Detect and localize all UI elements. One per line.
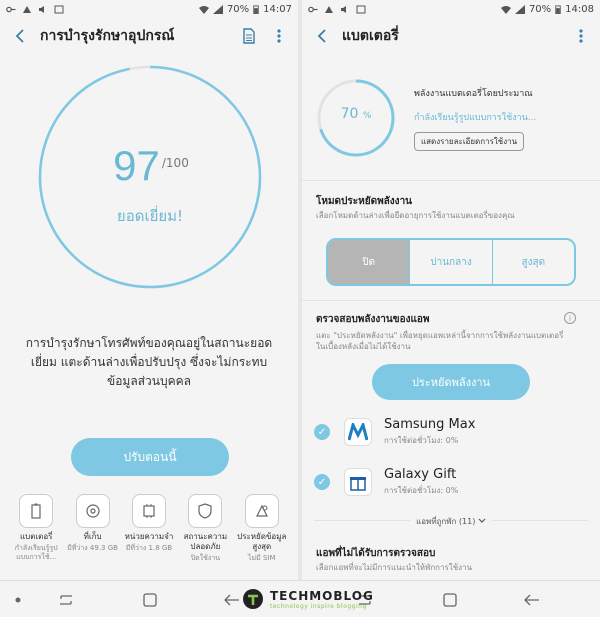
more-vert-icon (277, 28, 281, 44)
back-nav-button[interactable] (522, 591, 542, 609)
tile-memory[interactable] (121, 494, 177, 574)
divider (302, 180, 600, 181)
back-nav-button[interactable] (222, 591, 242, 609)
power-mode-medium[interactable]: ปานกลาง (409, 240, 491, 284)
battery-estimate-title: พลังงานแบตเตอรี่โดยประมาณ (414, 89, 533, 99)
memory-icon (141, 503, 157, 519)
wifi-icon (501, 5, 511, 14)
recents-button[interactable] (56, 591, 76, 609)
chevron-down-icon (478, 518, 486, 524)
device-care-screen (0, 0, 298, 580)
techmoblog-logo-icon (242, 588, 264, 610)
clock: 14:07 (263, 3, 292, 15)
chevron-left-icon (317, 29, 327, 43)
more-options-button[interactable] (268, 25, 290, 47)
storage-icon (85, 503, 101, 519)
list-item[interactable] (314, 462, 594, 502)
tile-sub: มีที่ว่าง 1.8 GB (125, 544, 173, 552)
app-usage: การใช้ต่อชั่วโมง: 0% (384, 436, 459, 445)
back-arrow-icon (524, 594, 540, 606)
app-usage: การใช้ต่อชั่วโมง: 0% (384, 486, 459, 495)
status-bar (302, 0, 600, 18)
learning-pattern-text: กำลังเรียนรู้รูปแบบการใช้งาน... (414, 113, 537, 123)
watermark-title: TECHMOBLOG (270, 588, 374, 603)
back-arrow-icon (224, 594, 240, 606)
sleeping-apps-link[interactable] (302, 515, 600, 528)
dot-icon (15, 597, 21, 603)
tile-label: ที่เก็บ (83, 532, 102, 541)
app-name: Galaxy Gift (384, 467, 457, 482)
usage-detail-button[interactable]: แสดงรายละเอียดการใช้งาน (414, 132, 524, 151)
tile-label: สถานะความปลอดภัย (183, 532, 228, 551)
score-label: ยอดเยี่ยม! (116, 207, 184, 225)
samsung-max-icon (344, 418, 372, 446)
app-power-subtitle: แตะ "ประหยัดพลังงาน" เพื่อหยุดแอพเหล่านี้จากการใช้พลังงานแบตเตอรี่ในเบื้องหลังเมื่อไม่ได้ใช้งาน (316, 331, 564, 351)
gallery-icon (54, 5, 64, 14)
report-button[interactable] (238, 25, 260, 47)
notification-icon (22, 5, 32, 14)
more-vert-icon (579, 28, 583, 44)
tile-security[interactable] (177, 494, 233, 574)
power-mode-selector (326, 238, 576, 286)
tile-sub: ไม่มี SIM (247, 554, 276, 562)
tile-storage[interactable] (65, 494, 121, 574)
checkbox-checked[interactable]: ✓ (314, 424, 330, 440)
battery-icon (31, 503, 41, 519)
home-icon (443, 593, 457, 607)
document-icon (242, 28, 256, 44)
battery-level: 70 (340, 106, 359, 122)
signal-icon (515, 5, 525, 14)
nav-dot-button[interactable] (8, 591, 28, 609)
home-button[interactable] (140, 591, 160, 609)
gallery-icon (356, 5, 366, 14)
list-item[interactable] (314, 412, 594, 452)
recents-icon (58, 594, 74, 606)
care-tiles (0, 494, 298, 574)
data-saver-icon (254, 503, 270, 519)
tile-label: หน่วยความจำ (124, 532, 174, 541)
status-bar (0, 0, 298, 18)
tile-battery[interactable] (8, 494, 64, 574)
tile-sub: มีที่ว่าง 49.3 GB (67, 544, 118, 552)
galaxy-gift-icon (344, 468, 372, 496)
tile-label: แบตเตอรี่ (19, 532, 53, 541)
battery-gauge (316, 78, 396, 158)
unmonitored-title: แอพที่ไม่ได้รับการตรวจสอบ (316, 548, 436, 559)
save-power-button[interactable]: ประหยัดพลังงาน (372, 364, 530, 400)
power-mode-max[interactable]: สูงสุด (492, 240, 574, 284)
more-options-button[interactable] (570, 25, 592, 47)
app-bar (302, 18, 600, 54)
tile-sub: กำลังเรียนรู้รูปแบบการใช้... (14, 544, 58, 561)
power-mode-subtitle: เลือกโหมดด้านล่างเพื่อยืดอายุการใช้งานแบตเตอรี่ของคุณ (316, 211, 515, 220)
tile-sub: ปิดใช้งาน (190, 554, 220, 562)
battery-status-icon (555, 5, 561, 14)
key-icon (6, 5, 16, 14)
watermark (242, 588, 374, 610)
wifi-icon (199, 5, 209, 14)
score-total: /100 (161, 156, 189, 170)
app-power-title: ตรวจสอบพลังงานของแอพ (316, 314, 430, 325)
info-icon[interactable]: i (564, 312, 576, 324)
unmonitored-subtitle: เลือกแอพที่จะไม่มีการแนะนำให้พักการใช้งาน (316, 563, 472, 572)
watermark-subtitle: technology inspire blogging (270, 602, 367, 610)
tile-label: ประหยัดข้อมูลสูงสุด (237, 532, 287, 551)
tile-data-saver[interactable] (234, 494, 290, 574)
divider (302, 300, 600, 301)
app-name: Samsung Max (384, 417, 476, 432)
battery-unit: % (362, 111, 372, 121)
checkbox-checked[interactable]: ✓ (314, 474, 330, 490)
optimize-now-button[interactable]: ปรับตอนนี้ (71, 438, 229, 476)
mute-icon (340, 5, 350, 14)
chevron-left-icon (15, 29, 25, 43)
clock: 14:08 (565, 3, 594, 15)
score-value: 97 (113, 142, 160, 189)
score-gauge (37, 64, 263, 290)
page-title: การบำรุงรักษาอุปกรณ์ (40, 28, 175, 44)
home-icon (143, 593, 157, 607)
back-button[interactable] (310, 24, 334, 48)
home-button[interactable] (440, 591, 460, 609)
sleeping-apps-label: แอพที่ถูกพัก (11) (416, 517, 476, 526)
page-title: แบตเตอรี่ (342, 28, 399, 44)
mute-icon (38, 5, 48, 14)
shield-icon (198, 503, 212, 519)
battery-screen (302, 0, 600, 580)
key-icon (308, 5, 318, 14)
signal-icon (213, 5, 223, 14)
power-mode-title: โหมดประหยัดพลังงาน (316, 196, 413, 207)
battery-percent: 70% (528, 3, 552, 15)
status-description: การบำรุงรักษาโทรศัพท์ของคุณอยู่ในสถานะยอดเยี่ยม แตะด้านล่างเพื่อปรับปรุง ซึ่งจะไม่กระทบข้อมูลส่วนบุคคล (25, 336, 273, 388)
app-bar (0, 18, 298, 54)
back-button[interactable] (8, 24, 32, 48)
notification-icon (324, 5, 334, 14)
battery-info (414, 86, 594, 151)
power-mode-off[interactable]: ปิด (328, 240, 409, 284)
battery-status-icon (253, 5, 259, 14)
battery-percent: 70% (226, 3, 250, 15)
